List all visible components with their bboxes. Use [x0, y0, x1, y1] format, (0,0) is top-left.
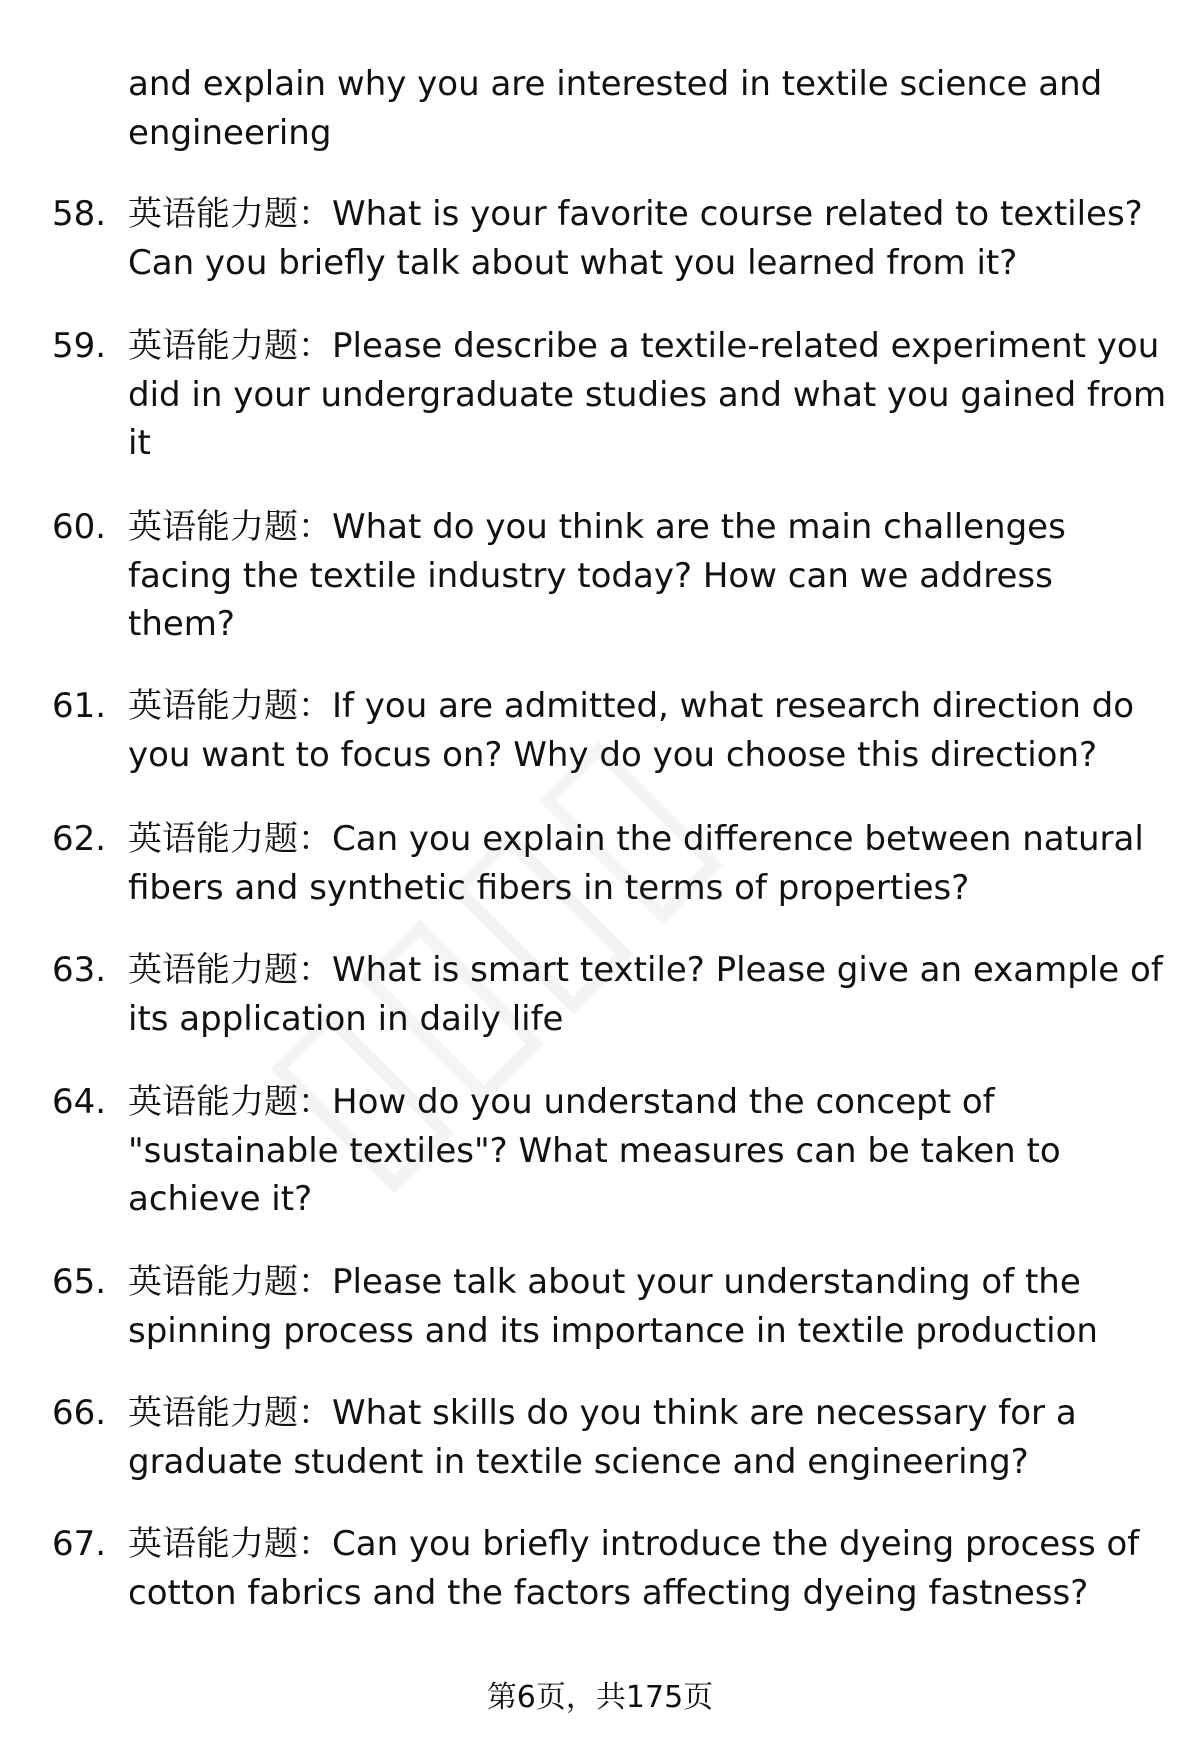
question-text: 英语能力题：What skills do you think are necessary for a graduate student in textile science and engineering?	[128, 1393, 1077, 1482]
question-number: 65.	[52, 1262, 107, 1302]
question-text: 英语能力题：How do you understand the concept of "sustainable textiles"? What measures can be taken to achieve it?	[128, 1082, 1061, 1219]
question-text: 英语能力题：Please describe a textile-related experiment you did in your undergraduate studies and what you gained from it	[128, 326, 1167, 463]
question-number: 60.	[52, 507, 107, 547]
question-number: 62.	[52, 819, 107, 859]
question-text: 英语能力题：Can you briefly introduce the dyeing process of cotton fabrics and the factors affecting dyeing fastness?	[128, 1524, 1140, 1613]
question-text: 英语能力题：Can you explain the difference between natural fibers and synthetic fibers in terms of properties?	[128, 819, 1144, 908]
question-text: 英语能力题：If you are admitted, what research direction do you want to focus on? Why do you choose this direction?	[128, 686, 1135, 775]
question-number: 64.	[52, 1082, 107, 1122]
question-text: 英语能力题：What is your favorite course related to textiles? Can you briefly talk about what you learned from it?	[128, 194, 1143, 283]
continued-question-text: and explain why you are interested in textile science and engineering	[128, 64, 1103, 153]
question-number: 58.	[52, 194, 107, 234]
question-text: 英语能力题：Please talk about your understanding of the spinning process and its importance in textile production	[128, 1262, 1098, 1351]
question-text: 英语能力题：What do you think are the main challenges facing the textile industry today? How can we address them?	[128, 507, 1066, 644]
question-number: 59.	[52, 326, 107, 366]
question-text: 英语能力题：What is smart textile? Please give an example of its application in daily life	[128, 950, 1163, 1039]
question-number: 66.	[52, 1393, 107, 1433]
page-footer: 第6页，共175页	[486, 1680, 714, 1715]
question-number: 61.	[52, 686, 107, 726]
question-number: 63.	[52, 950, 107, 990]
question-number: 67.	[52, 1524, 107, 1564]
